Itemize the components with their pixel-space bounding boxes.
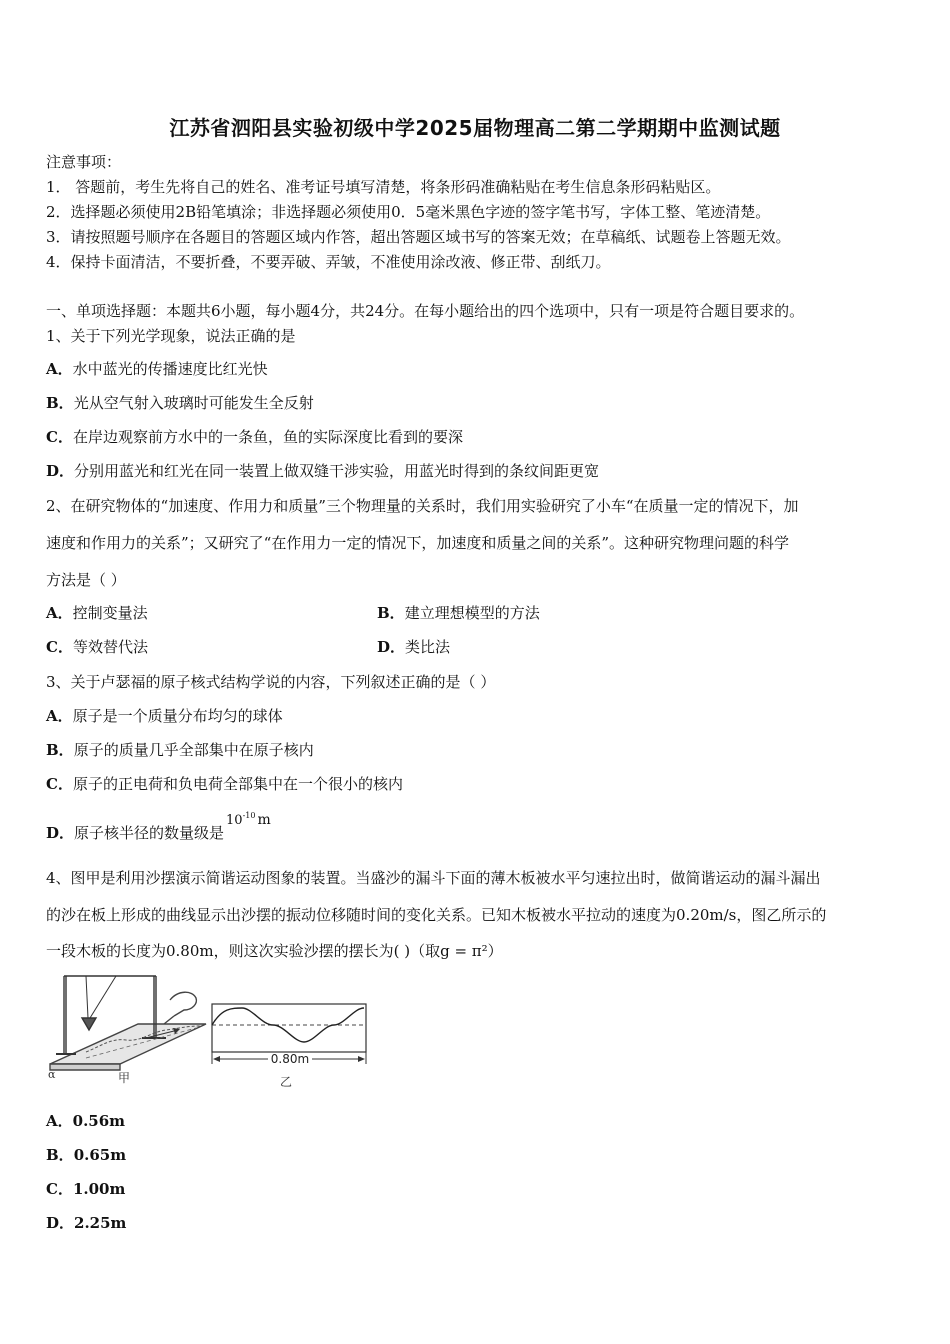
figure-b-label: 乙 <box>280 1075 293 1089</box>
q3-option-d: D．原子核半径的数量级是$10^{-10}$ m <box>46 811 271 842</box>
q2-option-a: A．控制变量法 <box>46 604 148 622</box>
q4-stem-line-2: 的沙在板上形成的曲线显示出沙摆的振动位移随时间的变化关系。已知木板被水平拉动的速度为0.20m/s，图乙所示的 <box>46 906 827 924</box>
q4-option-c: C．1.00m <box>46 1180 126 1198</box>
radius-formula: $10^{-10}$ m <box>226 811 271 828</box>
q1-option-c: C．在岸边观察前方水中的一条鱼，鱼的实际深度比看到的要深 <box>46 428 463 446</box>
q4-option-d: D．2.25m <box>46 1214 127 1232</box>
q2-stem-line-1: 2、在研究物体的“加速度、作用力和质量”三个物理量的关系时，我们用实验研究了小车“在质量一定的情况下，加 <box>46 497 799 515</box>
q2-option-b: B．建立理想模型的方法 <box>377 604 540 622</box>
q4-stem-line-3: 一段木板的长度为0.80m，则这次实验沙摆的摆长为( )（取g = π²） <box>46 942 503 960</box>
q3-option-b: B．原子的质量几乎全部集中在原子核内 <box>46 741 314 759</box>
notice-heading: 注意事项： <box>46 153 122 171</box>
q2-option-c: C．等效替代法 <box>46 638 148 656</box>
q1-option-a: A．水中蓝光的传播速度比红光快 <box>46 360 268 378</box>
q4-stem-line-1: 4、图甲是利用沙摆演示简谐运动图象的装置。当盛沙的漏斗下面的薄木板被水平匀速拉出时，做简谐运动的漏斗漏出 <box>46 869 821 887</box>
notice-item-4: 4．保持卡面清洁，不要折叠，不要弄破、弄皱，不准使用涂改液、修正带、刮纸刀。 <box>46 253 611 271</box>
figure-a-label: 甲 <box>118 1071 131 1085</box>
q1-option-b: B．光从空气射入玻璃时可能发生全反射 <box>46 394 314 412</box>
figure-b-length-label: 0.80m <box>270 1052 310 1066</box>
q4-option-b: B．0.65m <box>46 1146 127 1164</box>
q2-stem-line-3: 方法是（ ） <box>46 571 126 589</box>
q3-stem: 3、关于卢瑟福的原子核式结构学说的内容，下列叙述正确的是（ ） <box>46 673 496 691</box>
figure-a-apparatus <box>50 976 206 1070</box>
page-title: 江苏省泗阳县实验初级中学2025届物理高二第二学期期中监测试题 <box>169 116 781 140</box>
q3-option-a: A．原子是一个质量分布均匀的球体 <box>46 707 283 725</box>
q1-stem: 1、关于下列光学现象，说法正确的是 <box>46 327 296 345</box>
section-heading: 一、单项选择题：本题共6小题，每小题4分，共24分。在每小题给出的四个选项中，只有一项是符合题目要求的。 <box>46 302 805 320</box>
q1-option-d: D．分别用蓝光和红光在同一装置上做双缝干涉实验，用蓝光时得到的条纹间距更宽 <box>46 462 600 480</box>
notice-item-2: 2．选择题必须使用2B铅笔填涂；非选择题必须使用0．5毫米黑色字迹的签字笔书写，字体工整、笔迹清楚。 <box>46 203 771 221</box>
figure-a-corner-mark: α <box>48 1068 56 1081</box>
q2-option-d: D．类比法 <box>377 638 451 656</box>
notice-item-1: 1． 答题前，考生先将自己的姓名、准考证号填写清楚，将条形码准确粘贴在考生信息条形码粘贴区。 <box>46 178 721 196</box>
pendulum-figure <box>46 968 376 1094</box>
notice-item-3: 3．请按照题号顺序在各题目的答题区域内作答，超出答题区域书写的答案无效；在草稿纸、试题卷上答题无效。 <box>46 228 791 246</box>
q2-stem-line-2: 速度和作用力的关系”；又研究了“在作用力一定的情况下，加速度和质量之间的关系”。这种研究物理问题的科学 <box>46 534 790 552</box>
q3-option-c: C．原子的正电荷和负电荷全部集中在一个很小的核内 <box>46 775 403 793</box>
q4-option-a: A．0.56m <box>46 1112 126 1130</box>
